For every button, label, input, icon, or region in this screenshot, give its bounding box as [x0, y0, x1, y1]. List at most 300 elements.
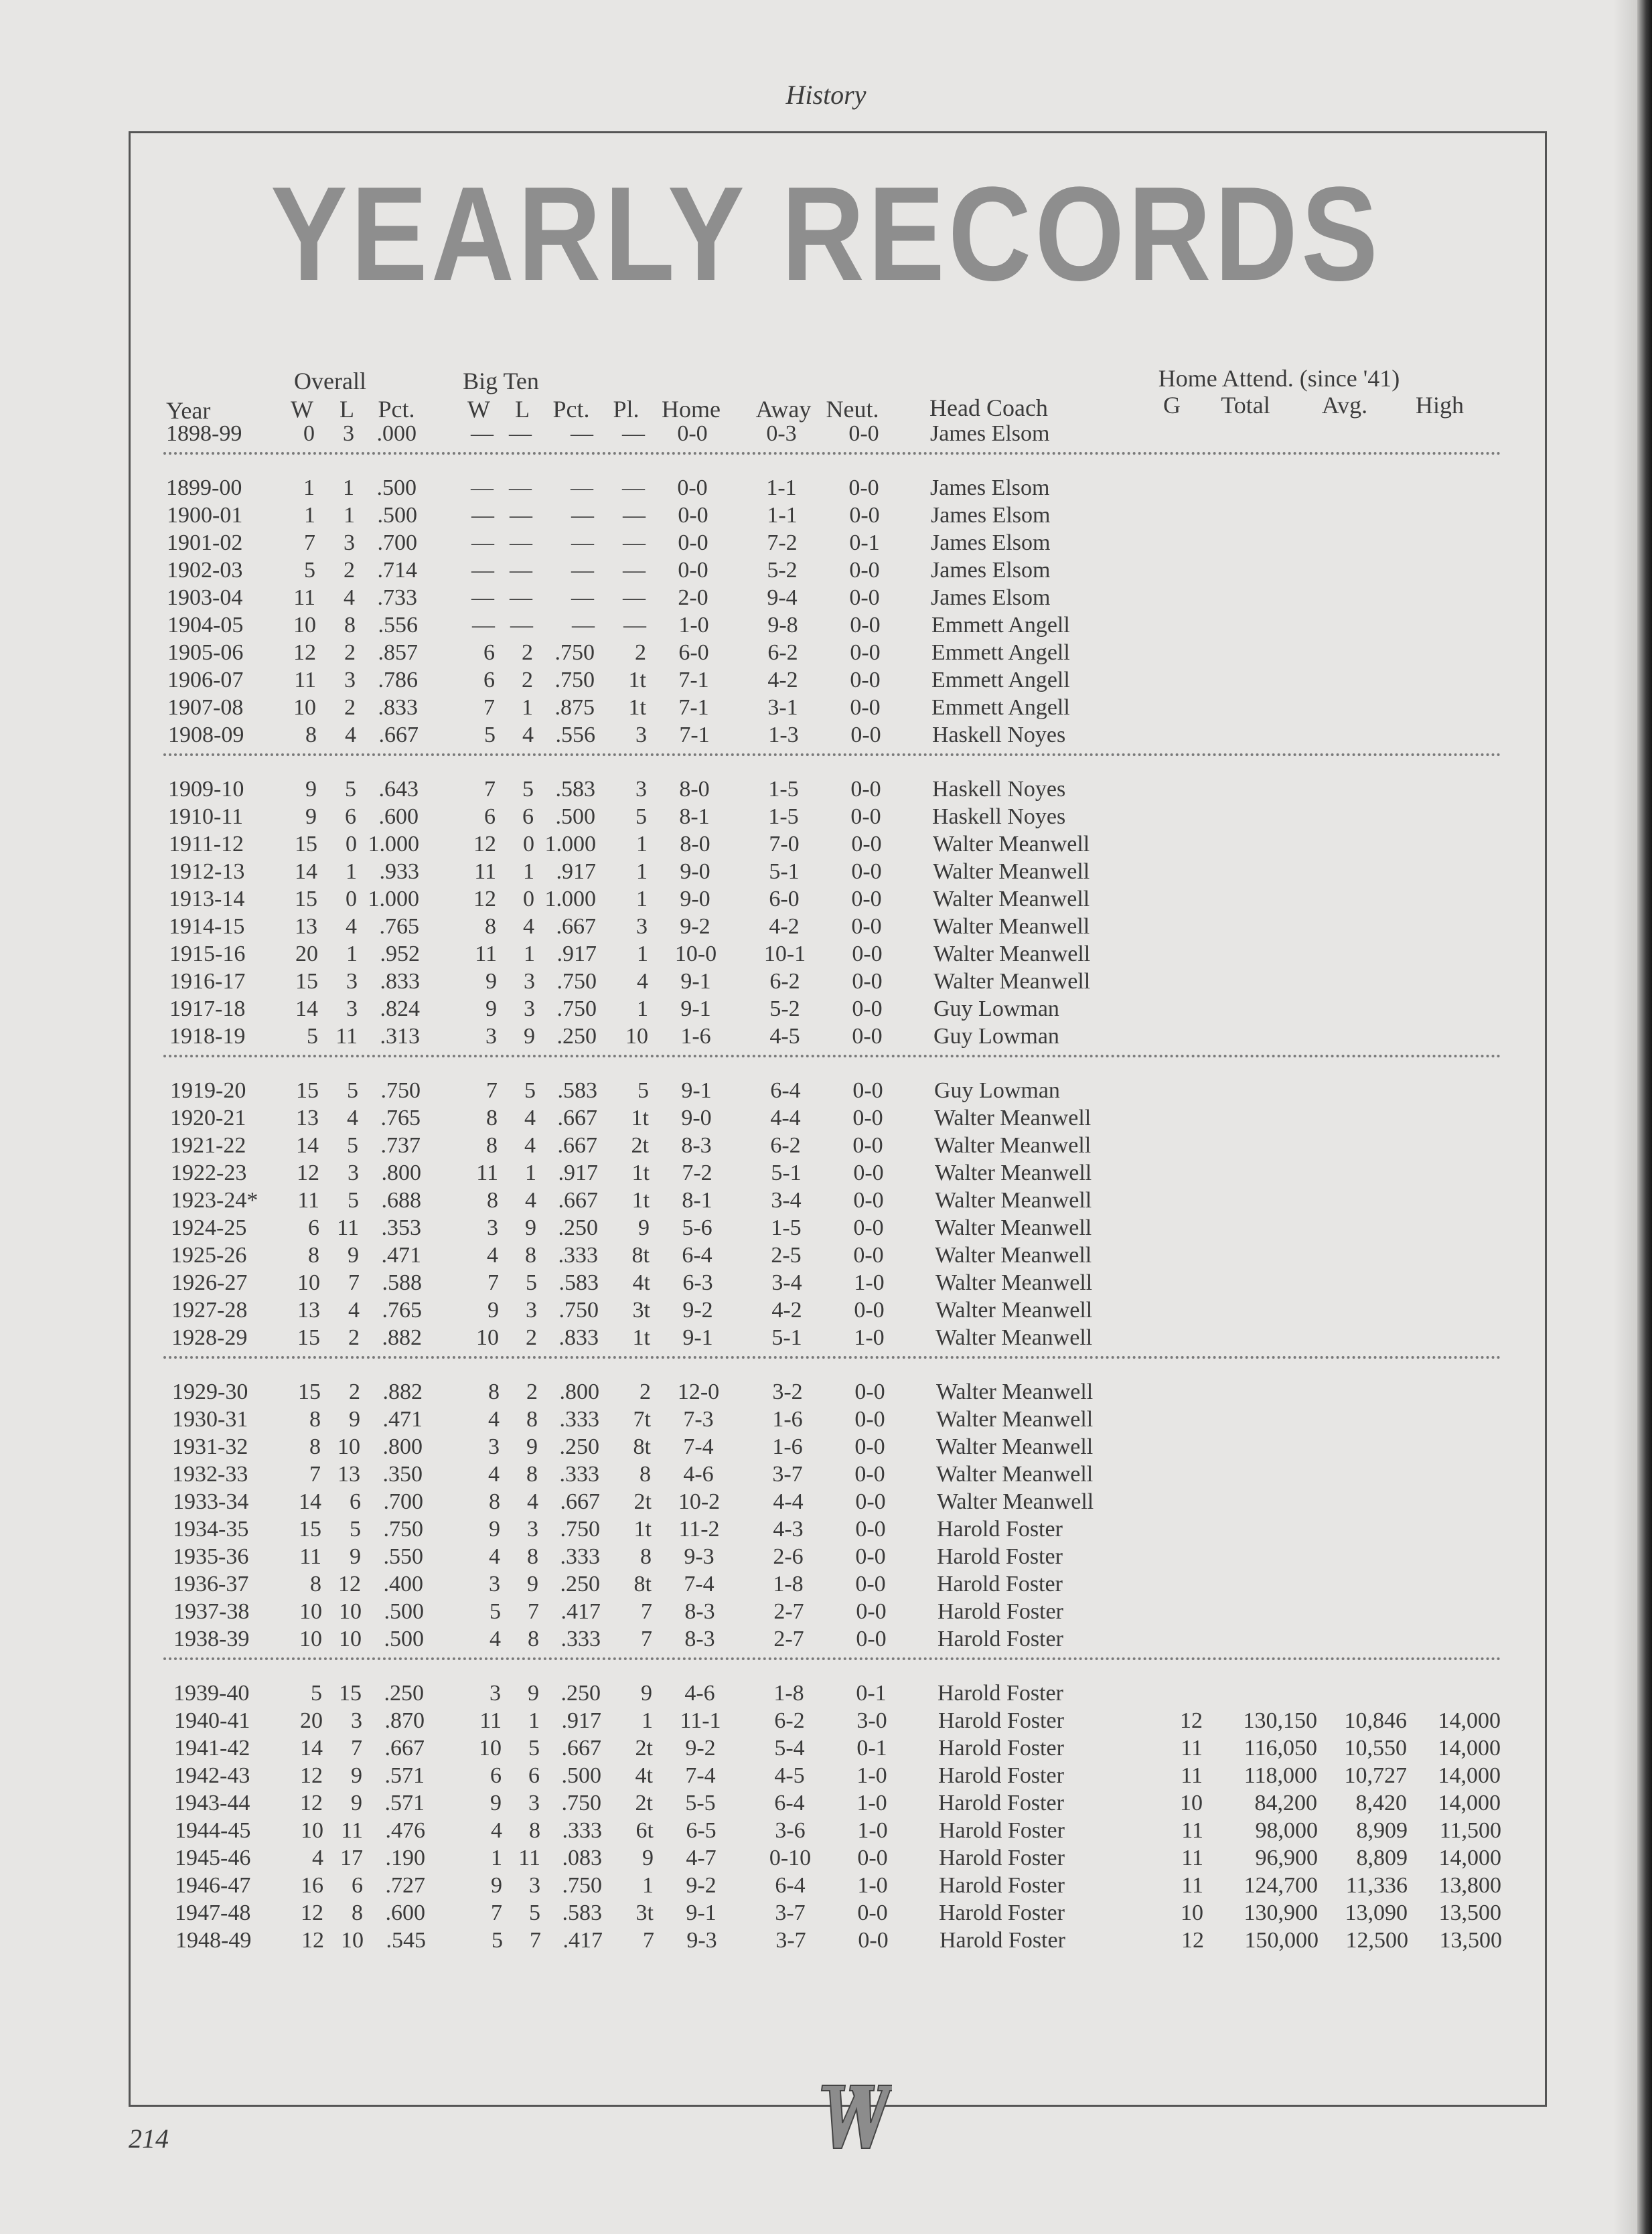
cell-away: 1-1 [766, 475, 797, 500]
table-row [0, 1461, 1652, 1488]
table-row [0, 1735, 1652, 1762]
cell-home: 9-0 [681, 1106, 712, 1130]
cell-head-coach: Walter Meanwell [933, 887, 1090, 911]
cell-overall-l: 3 [351, 1708, 362, 1733]
table-row [0, 557, 1652, 584]
cell-overall-l: 11 [335, 1024, 358, 1049]
cell-neutral: 0-0 [848, 475, 879, 500]
cell-head-coach: Walter Meanwell [936, 1434, 1094, 1459]
cell-bigten-l: 3 [524, 969, 535, 994]
cell-overall-l: 15 [339, 1681, 362, 1706]
cell-home: 11-2 [678, 1517, 720, 1542]
cell-bigten-pl: — [623, 530, 646, 555]
cell-att-g: 12 [1181, 1928, 1204, 1953]
cell-bigten-pct: .500 [561, 1763, 601, 1788]
cell-neutral: 0-0 [853, 1161, 884, 1185]
table-row [0, 776, 1652, 803]
cell-overall-w: 12 [300, 1791, 323, 1815]
cell-home: 0-0 [677, 475, 708, 500]
cell-att-high: 13,500 [1438, 1901, 1501, 1925]
cell-bigten-pct: — [571, 475, 593, 500]
cell-overall-pct: .667 [384, 1736, 425, 1761]
cell-overall-pct: .700 [383, 1489, 423, 1514]
cell-bigten-w: 3 [485, 1024, 497, 1049]
cell-home: 9-1 [686, 1901, 717, 1925]
table-row [0, 612, 1652, 639]
cell-neutral: 0-0 [855, 1544, 886, 1569]
cell-att-total: 150,000 [1244, 1928, 1319, 1953]
cell-overall-w: 20 [300, 1708, 323, 1733]
cell-overall-l: 5 [350, 1517, 361, 1542]
cell-bigten-w: 5 [492, 1928, 503, 1953]
cell-head-coach: James Elsom [931, 585, 1051, 610]
cell-overall-pct: .737 [380, 1133, 421, 1158]
table-row [0, 1872, 1652, 1899]
cell-bigten-w: — [472, 613, 495, 638]
cell-bigten-w: 4 [487, 1243, 498, 1268]
cell-overall-w: 10 [293, 613, 316, 638]
cell-overall-l: 1 [344, 503, 355, 528]
cell-head-coach: Walter Meanwell [935, 1188, 1092, 1213]
cell-home: 7-1 [678, 668, 709, 692]
cell-bigten-pct: .083 [562, 1846, 602, 1870]
cell-overall-pct: .471 [381, 1243, 421, 1268]
header-overall-pct: Pct. [378, 396, 415, 423]
cell-bigten-l: 6 [522, 804, 534, 829]
table-row [0, 1927, 1652, 1954]
cell-neutral: 0-0 [850, 668, 881, 692]
cell-bigten-l: 2 [526, 1325, 537, 1350]
cell-att-total: 96,900 [1255, 1846, 1318, 1870]
cell-bigten-l: 8 [525, 1243, 536, 1268]
cell-overall-pct: .500 [377, 503, 417, 528]
cell-year: 1933-34 [173, 1489, 249, 1514]
cell-head-coach: Harold Foster [939, 1873, 1065, 1898]
cell-overall-l: 1 [346, 859, 357, 884]
cell-bigten-pl: 1 [636, 859, 648, 884]
cell-bigten-w: — [471, 558, 494, 583]
cell-overall-pct: .571 [384, 1763, 425, 1788]
cell-away: 6-0 [769, 887, 800, 911]
cell-bigten-pl: 2t [635, 1736, 653, 1761]
cell-overall-pct: .833 [380, 969, 420, 994]
cell-head-coach: James Elsom [930, 475, 1050, 500]
cell-overall-w: 12 [300, 1763, 323, 1788]
cell-away: 0-3 [766, 421, 797, 446]
cell-overall-pct: .857 [378, 640, 418, 665]
cell-neutral: 0-0 [853, 1188, 884, 1213]
cell-year: 1907-08 [167, 695, 244, 720]
cell-overall-l: 9 [350, 1544, 361, 1569]
cell-bigten-pl: 8t [631, 1243, 650, 1268]
cell-overall-l: 13 [337, 1462, 360, 1487]
cell-home: 6-4 [682, 1243, 712, 1268]
cell-year: 1910-11 [168, 804, 244, 829]
table-row [0, 1379, 1652, 1406]
cell-bigten-w: 8 [488, 1380, 500, 1404]
cell-overall-w: 9 [305, 804, 317, 829]
table-row [0, 1297, 1652, 1324]
cell-att-avg: 13,090 [1345, 1901, 1408, 1925]
cell-bigten-l: 8 [526, 1407, 538, 1432]
cell-overall-l: 6 [352, 1873, 363, 1898]
cell-overall-l: 9 [351, 1763, 362, 1788]
row-group-divider [163, 1356, 1501, 1359]
cell-bigten-pct: 1.000 [544, 832, 596, 857]
cell-overall-l: 5 [347, 1078, 358, 1103]
cell-bigten-pct: .417 [560, 1599, 601, 1624]
cell-home: 9-3 [684, 1544, 715, 1569]
cell-overall-w: 15 [295, 832, 317, 857]
cell-bigten-pct: .750 [556, 996, 597, 1021]
cell-neutral: 0-0 [851, 914, 882, 939]
cell-head-coach: Harold Foster [937, 1544, 1063, 1569]
table-row [0, 886, 1652, 913]
cell-away: 7-0 [769, 832, 800, 857]
cell-overall-l: 5 [345, 777, 356, 802]
table-row [0, 1160, 1652, 1187]
cell-overall-pct: .400 [383, 1572, 423, 1596]
cell-bigten-pct: .250 [558, 1215, 598, 1240]
cell-year: 1904-05 [167, 613, 244, 638]
cell-away: 4-4 [770, 1106, 801, 1130]
cell-year: 1942-43 [174, 1763, 250, 1788]
header-overall-l: L [340, 396, 354, 423]
cell-bigten-pl: — [622, 421, 645, 446]
cell-overall-pct: .500 [384, 1599, 424, 1624]
cell-overall-w: 5 [304, 558, 315, 583]
cell-home: 0-0 [678, 558, 708, 583]
cell-bigten-l: 5 [524, 1078, 536, 1103]
cell-att-g: 11 [1181, 1873, 1203, 1898]
cell-neutral: 0-0 [851, 832, 882, 857]
cell-neutral: 0-0 [850, 695, 881, 720]
cell-head-coach: Emmett Angell [931, 613, 1070, 638]
cell-head-coach: Emmett Angell [931, 640, 1070, 665]
cell-head-coach: Walter Meanwell [935, 1243, 1092, 1268]
cell-away: 5-4 [774, 1736, 805, 1761]
cell-overall-pct: .882 [382, 1325, 422, 1350]
cell-bigten-w: 9 [491, 1873, 502, 1898]
cell-home: 9-1 [682, 1325, 713, 1350]
cell-bigten-pct: .750 [562, 1873, 602, 1898]
cell-year: 1915-16 [169, 942, 246, 966]
cell-bigten-l: — [510, 503, 532, 528]
cell-overall-pct: .190 [385, 1846, 425, 1870]
cell-bigten-pct: .333 [558, 1243, 598, 1268]
cell-overall-w: 10 [299, 1599, 322, 1624]
cell-away: 4-4 [773, 1489, 804, 1514]
cell-bigten-pl: 2 [635, 640, 646, 665]
cell-home: 9-2 [680, 914, 710, 939]
cell-overall-l: 6 [345, 804, 356, 829]
cell-overall-w: 8 [309, 1434, 321, 1459]
cell-bigten-l: 7 [530, 1928, 541, 1953]
cell-away: 4-2 [767, 668, 798, 692]
cell-year: 1924-25 [171, 1215, 247, 1240]
cell-bigten-w: 12 [473, 832, 496, 857]
cell-bigten-pl: 4t [632, 1270, 650, 1295]
cell-bigten-l: 2 [522, 640, 533, 665]
cell-att-total: 116,050 [1244, 1736, 1317, 1761]
cell-year: 1935-36 [173, 1544, 249, 1569]
cell-away: 4-3 [773, 1517, 804, 1542]
cell-bigten-w: 1 [491, 1846, 502, 1870]
cell-year: 1913-14 [169, 887, 245, 911]
table-row [0, 502, 1652, 529]
cell-overall-pct: .727 [385, 1873, 425, 1898]
cell-overall-pct: .500 [384, 1627, 424, 1651]
cell-bigten-w: 7 [484, 777, 496, 802]
cell-bigten-w: 6 [483, 640, 495, 665]
cell-bigten-pl: 1 [642, 1708, 653, 1733]
cell-away: 3-7 [772, 1462, 803, 1487]
cell-att-total: 130,900 [1244, 1901, 1318, 1925]
cell-neutral: 0-0 [848, 421, 879, 446]
cell-bigten-pct: .833 [558, 1325, 599, 1350]
cell-att-high: 14,000 [1438, 1791, 1501, 1815]
cell-neutral: 0-0 [850, 723, 881, 747]
cell-overall-pct: .800 [381, 1161, 421, 1185]
cell-neutral: 0-0 [850, 613, 881, 638]
cell-bigten-w: 7 [487, 1270, 499, 1295]
cell-bigten-w: 4 [488, 1462, 500, 1487]
cell-year: 1936-37 [173, 1572, 249, 1596]
cell-head-coach: James Elsom [931, 530, 1051, 555]
cell-overall-l: 1 [346, 942, 358, 966]
cell-bigten-l: — [510, 613, 533, 638]
cell-away: 7-2 [767, 530, 798, 555]
cell-overall-w: 11 [299, 1544, 321, 1569]
cell-home: 7-4 [684, 1572, 715, 1596]
cell-bigten-pl: 1t [628, 695, 646, 720]
cell-bigten-pl: 1t [628, 668, 646, 692]
cell-overall-l: 17 [340, 1846, 363, 1870]
header-head-coach: Head Coach [929, 394, 1048, 421]
cell-att-avg: 10,846 [1344, 1708, 1407, 1733]
cell-bigten-l: 5 [528, 1736, 540, 1761]
cell-away: 1-8 [773, 1681, 804, 1706]
header-group-overall: Overall [294, 368, 366, 394]
cell-bigten-l: 9 [527, 1572, 538, 1596]
cell-bigten-pl: — [623, 503, 646, 528]
cell-bigten-l: — [510, 530, 532, 555]
cell-overall-pct: .750 [383, 1517, 423, 1542]
header-group-attendance: Home Attend. (since '41) [1158, 365, 1400, 392]
cell-away: 3-7 [775, 1901, 806, 1925]
cell-away: 5-2 [767, 558, 798, 583]
cell-bigten-l: 4 [524, 1133, 536, 1158]
cell-bigten-w: — [471, 503, 494, 528]
cell-bigten-pl: 2 [640, 1380, 651, 1404]
cell-home: 1-0 [678, 613, 709, 638]
cell-overall-w: 9 [305, 777, 317, 802]
cell-bigten-pct: .333 [562, 1818, 602, 1843]
cell-bigten-pl: 2t [635, 1791, 653, 1815]
cell-att-g: 12 [1180, 1708, 1203, 1733]
cell-bigten-l: 0 [523, 832, 534, 857]
cell-away: 3-4 [771, 1188, 802, 1213]
cell-year: 1940-41 [174, 1708, 250, 1733]
cell-bigten-pct: .250 [556, 1024, 597, 1049]
cell-home: 8-0 [680, 832, 710, 857]
cell-overall-l: 4 [344, 585, 355, 610]
cell-bigten-pl: 1t [632, 1325, 650, 1350]
cell-neutral: 0-0 [857, 1846, 888, 1870]
cell-head-coach: Walter Meanwell [936, 1407, 1094, 1432]
table-row [0, 1817, 1652, 1844]
cell-neutral: 0-0 [858, 1928, 889, 1953]
cell-bigten-w: 10 [479, 1736, 502, 1761]
cell-att-g: 10 [1180, 1791, 1203, 1815]
cell-away: 5-1 [771, 1325, 802, 1350]
cell-bigten-w: 4 [490, 1627, 501, 1651]
page-number: 214 [129, 2124, 169, 2154]
cell-overall-pct: .471 [382, 1407, 423, 1432]
table-row [0, 1516, 1652, 1543]
cell-overall-pct: .882 [382, 1380, 423, 1404]
cell-overall-l: 11 [341, 1818, 363, 1843]
cell-away: 5-2 [769, 996, 800, 1021]
cell-bigten-pct: — [572, 613, 595, 638]
cell-overall-w: 8 [308, 1243, 319, 1268]
cell-overall-w: 8 [309, 1407, 321, 1432]
cell-home: 7-4 [683, 1434, 714, 1459]
cell-overall-w: 4 [312, 1846, 323, 1870]
cell-away: 1-1 [767, 503, 798, 528]
cell-away: 1-6 [772, 1434, 803, 1459]
cell-bigten-w: 11 [475, 942, 497, 966]
cell-bigten-w: — [471, 421, 494, 446]
cell-away: 6-2 [774, 1708, 805, 1733]
cell-att-high: 11,500 [1439, 1818, 1501, 1843]
table-row [0, 1763, 1652, 1789]
cell-away: 6-2 [767, 640, 798, 665]
cell-overall-w: 13 [296, 1106, 319, 1130]
cell-bigten-pl: 1 [637, 996, 648, 1021]
cell-bigten-l: 9 [528, 1681, 539, 1706]
cell-bigten-pl: 7 [643, 1928, 654, 1953]
cell-bigten-w: 8 [489, 1489, 500, 1514]
cell-bigten-pct: .917 [561, 1708, 601, 1733]
cell-overall-l: 2 [344, 640, 356, 665]
cell-bigten-pl: 9 [642, 1846, 654, 1870]
cell-year: 1899-00 [166, 475, 242, 500]
cell-att-total: 130,150 [1243, 1708, 1317, 1733]
cell-head-coach: Walter Meanwell [935, 1161, 1092, 1185]
cell-year: 1929-30 [172, 1380, 248, 1404]
cell-bigten-pl: 8 [640, 1462, 651, 1487]
cell-year: 1930-31 [172, 1407, 248, 1432]
cell-head-coach: Walter Meanwell [934, 1106, 1092, 1130]
cell-bigten-pct: .750 [560, 1517, 600, 1542]
cell-neutral: 1-0 [854, 1270, 885, 1295]
cell-year: 1906-07 [167, 668, 244, 692]
cell-bigten-pl: 1 [642, 1873, 654, 1898]
cell-overall-pct: .765 [380, 1106, 421, 1130]
cell-bigten-pct: .875 [554, 695, 595, 720]
cell-overall-pct: .643 [378, 777, 419, 802]
cell-overall-w: 5 [311, 1681, 322, 1706]
cell-bigten-pl: 5 [637, 1078, 649, 1103]
table-row [0, 667, 1652, 694]
cell-bigten-l: 3 [528, 1791, 540, 1815]
cell-year: 1922-23 [171, 1161, 247, 1185]
cell-overall-l: 3 [346, 969, 358, 994]
cell-bigten-pl: 1 [637, 942, 648, 966]
cell-home: 8-0 [679, 777, 710, 802]
cell-bigten-pct: — [571, 503, 594, 528]
cell-bigten-pct: .750 [554, 668, 595, 692]
cell-overall-pct: .714 [377, 558, 417, 583]
header-group-bigten: Big Ten [463, 368, 539, 394]
cell-away: 2-7 [773, 1627, 804, 1651]
cell-overall-l: 7 [351, 1736, 362, 1761]
table-row [0, 1187, 1652, 1214]
table-row [0, 1242, 1652, 1269]
cell-overall-w: 10 [293, 695, 316, 720]
cell-neutral: 0-0 [854, 1298, 885, 1323]
cell-neutral: 0-0 [854, 1462, 885, 1487]
cell-bigten-w: 11 [479, 1708, 502, 1733]
cell-att-high: 14,000 [1438, 1763, 1501, 1788]
cell-bigten-pl: 6t [635, 1818, 654, 1843]
cell-bigten-pl: 7 [641, 1599, 652, 1624]
header-year: Year [166, 397, 211, 424]
cell-year: 1914-15 [169, 914, 245, 939]
cell-bigten-pct: — [571, 558, 594, 583]
cell-overall-pct: .600 [385, 1901, 425, 1925]
cell-overall-l: 4 [348, 1298, 360, 1323]
cell-away: 2-7 [773, 1599, 804, 1624]
cell-year: 1932-33 [172, 1462, 248, 1487]
cell-bigten-l: — [509, 421, 532, 446]
cell-overall-pct: .545 [386, 1928, 426, 1953]
cell-bigten-w: 8 [486, 1106, 498, 1130]
cell-away: 5-1 [771, 1161, 802, 1185]
cell-bigten-w: — [471, 585, 494, 610]
cell-bigten-w: 12 [473, 887, 496, 911]
header-att-avg: Avg. [1321, 392, 1368, 419]
cell-overall-pct: .550 [383, 1544, 423, 1569]
cell-head-coach: Harold Foster [937, 1599, 1063, 1624]
cell-bigten-pl: 7 [641, 1627, 652, 1651]
cell-overall-w: 15 [295, 969, 318, 994]
cell-year: 1939-40 [173, 1681, 250, 1706]
cell-overall-l: 5 [347, 1133, 358, 1158]
cell-bigten-l: 11 [518, 1846, 540, 1870]
cell-neutral: 1-0 [856, 1791, 887, 1815]
page-title: YEARLY RECORDS [271, 159, 1381, 309]
cell-neutral: 0-0 [852, 969, 883, 994]
cell-overall-l: 9 [349, 1407, 360, 1432]
cell-year: 1941-42 [174, 1736, 250, 1761]
cell-bigten-pl: 1t [631, 1106, 649, 1130]
cell-bigten-w: 6 [490, 1763, 502, 1788]
table-row [0, 421, 1652, 447]
cell-head-coach: Walter Meanwell [933, 832, 1090, 857]
header-bigten-l: L [515, 396, 530, 423]
cell-bigten-l: 3 [524, 996, 535, 1021]
cell-overall-pct: .765 [379, 914, 419, 939]
cell-away: 6-4 [770, 1078, 801, 1103]
cell-overall-w: 20 [295, 942, 318, 966]
cell-att-total: 124,700 [1244, 1873, 1318, 1898]
table-row [0, 1845, 1652, 1872]
cell-bigten-w: 9 [485, 996, 497, 1021]
cell-overall-l: 1 [343, 475, 354, 500]
cell-bigten-pct: — [571, 530, 594, 555]
